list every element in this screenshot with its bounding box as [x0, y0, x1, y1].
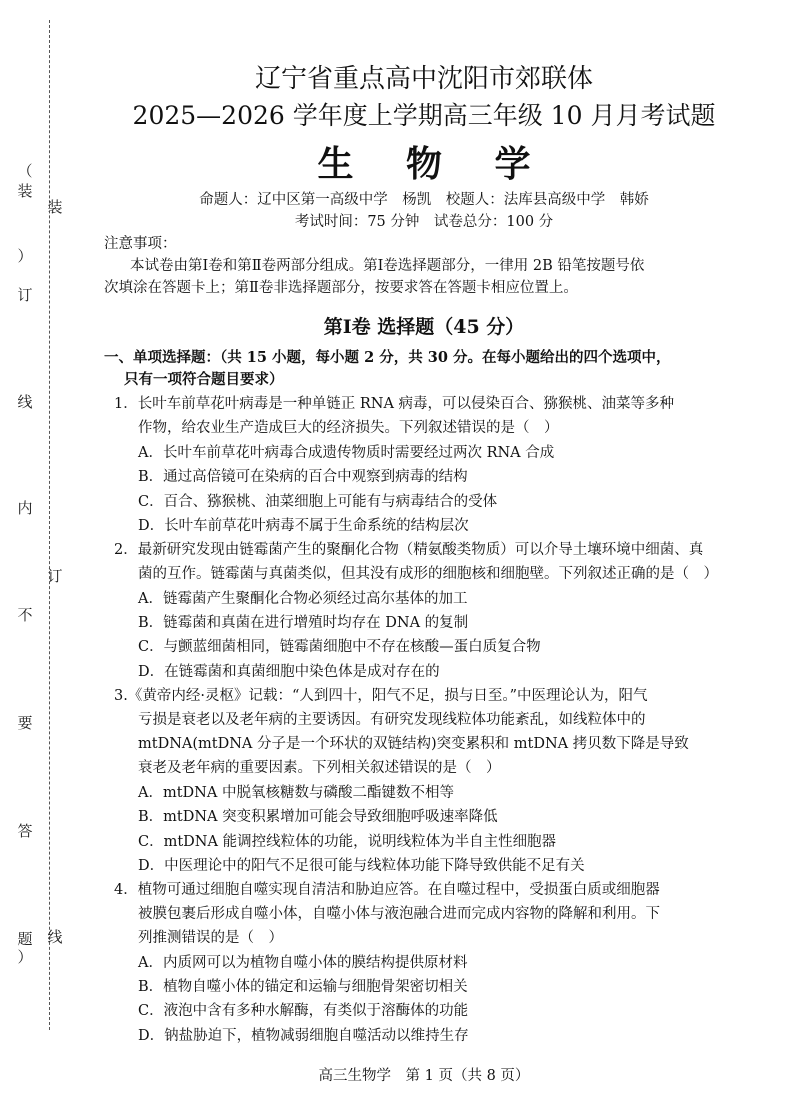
binding-char: 订 — [17, 286, 33, 304]
authors-line: 命题人：辽中区第一高级中学 杨凯 校题人：法库县高级中学 韩娇 — [199, 192, 649, 208]
binding-char: ） — [17, 247, 33, 265]
question-stem: 4．植物可通过细胞自噬实现自清洁和胁迫应答。在自噬过程中，受损蛋白质或细胞器 — [114, 882, 660, 898]
binding-margin-inner — [44, 0, 66, 1119]
section-title: 第Ⅰ卷 选择题（45 分） — [323, 316, 525, 338]
option-b: B．通过高倍镜可在染病的百合中观察到病毒的结构 — [138, 469, 468, 485]
option-b: B．mtDNA 突变积累增加可能会导致细胞呼吸速率降低 — [138, 809, 498, 825]
binding-char: 装 — [47, 198, 63, 216]
option-c: C．液泡中含有多种水解酶，有类似于溶酶体的功能 — [138, 1003, 469, 1019]
exam-info-line: 考试时间：75 分钟 试卷总分：100 分 — [294, 214, 554, 230]
option-d: D．在链霉菌和真菌细胞中染色体是成对存在的 — [138, 664, 440, 680]
binding-char: 内 — [17, 499, 33, 517]
binding-char: （ — [17, 162, 33, 180]
notice-heading: 注意事项： — [104, 236, 177, 252]
option-d: D．钠盐胁迫下，植物减弱细胞自噬活动以维持生存 — [138, 1028, 469, 1044]
question-stem: 列推测错误的是（ ） — [138, 930, 283, 946]
binding-char: ） — [17, 948, 33, 966]
question-stem: 被膜包裹后形成自噬小体，自噬小体与液泡融合进而完成内容物的降解和利用。下 — [138, 906, 660, 922]
notice-line: 次填涂在答题卡上；第Ⅱ卷非选择题部分，按要求答在答题卡相应位置上。 — [104, 280, 578, 296]
binding-char: 答 — [17, 822, 33, 840]
binding-char: 线 — [47, 928, 63, 946]
binding-char: 订 — [47, 567, 63, 585]
part-heading: 只有一项符合题目要求） — [124, 371, 284, 388]
subject-title: 生 物 学 — [317, 143, 551, 185]
option-a: A．内质网可以为植物自噬小体的膜结构提供原材料 — [138, 955, 468, 971]
notice-line: 本试卷由第Ⅰ卷和第Ⅱ卷两部分组成。第Ⅰ卷选择题部分，一律用 2B 铅笔按题号依 — [130, 258, 645, 274]
option-a: A．mtDNA 中脱氧核糖数与磷酸二酯键数不相等 — [138, 785, 454, 801]
question-stem: 3.《黄帝内经·灵枢》记载：“人到四十，阳气不足，损与日至。”中医理论认为，阳气 — [114, 688, 648, 704]
option-a: A．长叶车前草花叶病毒合成遗传物质时需要经过两次 RNA 合成 — [138, 445, 555, 461]
option-c: C．与颤蓝细菌相同，链霉菌细胞中不存在核酸—蛋白质复合物 — [138, 639, 541, 655]
question-stem: 衰老及老年病的重要因素。下列相关叙述错误的是（ ） — [138, 760, 501, 776]
binding-char: 题 — [17, 930, 33, 948]
binding-char: 要 — [17, 714, 33, 732]
option-d: D．长叶车前草花叶病毒不属于生命系统的结构层次 — [138, 518, 469, 534]
question-stem: mtDNA(mtDNA 分子是一个环状的双链结构)突变累积和 mtDNA 拷贝数下降是导致 — [138, 736, 689, 752]
exam-title-line1: 辽宁省重点高中沈阳市郊联体 — [254, 64, 593, 94]
binding-margin-outer — [14, 0, 36, 1119]
option-c: C．百合、猕猴桃、油菜细胞上可能有与病毒结合的受体 — [138, 494, 498, 510]
question-stem: 作物，给农业生产造成巨大的经济损失。下列叙述错误的是（ ） — [138, 420, 559, 436]
question-stem: 1．长叶车前草花叶病毒是一种单链正 RNA 病毒，可以侵染百合、猕猴桃、油菜等多种 — [114, 396, 675, 412]
option-a: A．链霉菌产生聚酮化合物必须经过高尔基体的加工 — [138, 591, 468, 607]
binding-char: 线 — [17, 393, 33, 411]
option-c: C．mtDNA 能调控线粒体的功能，说明线粒体为半自主性细胞器 — [138, 834, 557, 850]
page-footer: 高三生物学 第 1 页（共 8 页） — [318, 1068, 530, 1084]
part-heading: 一、单项选择题：（共 15 小题，每小题 2 分，共 30 分。在每小题给出的四个选项中， — [104, 349, 671, 366]
binding-char: 装 — [17, 182, 33, 200]
question-stem: 2．最新研究发现由链霉菌产生的聚酮化合物（精氨酸类物质）可以介导土壤环境中细菌、真 — [114, 542, 704, 558]
exam-title-line2: 2025—2026 学年度上学期高三年级 10 月月考试题 — [132, 101, 716, 130]
option-d: D．中医理论中的阳气不足很可能与线粒体功能下降导致供能不足有关 — [138, 858, 585, 874]
option-b: B．链霉菌和真菌在进行增殖时均存在 DNA 的复制 — [138, 615, 469, 631]
option-b: B．植物自噬小体的锚定和运输与细胞骨架密切相关 — [138, 979, 468, 995]
binding-char: 不 — [17, 606, 33, 624]
question-stem: 亏损是衰老以及老年病的主要诱因。有研究发现线粒体功能紊乱，如线粒体中的 — [138, 712, 646, 728]
question-stem: 菌的互作。链霉菌与真菌类似，但其没有成形的细胞核和细胞壁。下列叙述正确的是（ ） — [138, 566, 718, 582]
